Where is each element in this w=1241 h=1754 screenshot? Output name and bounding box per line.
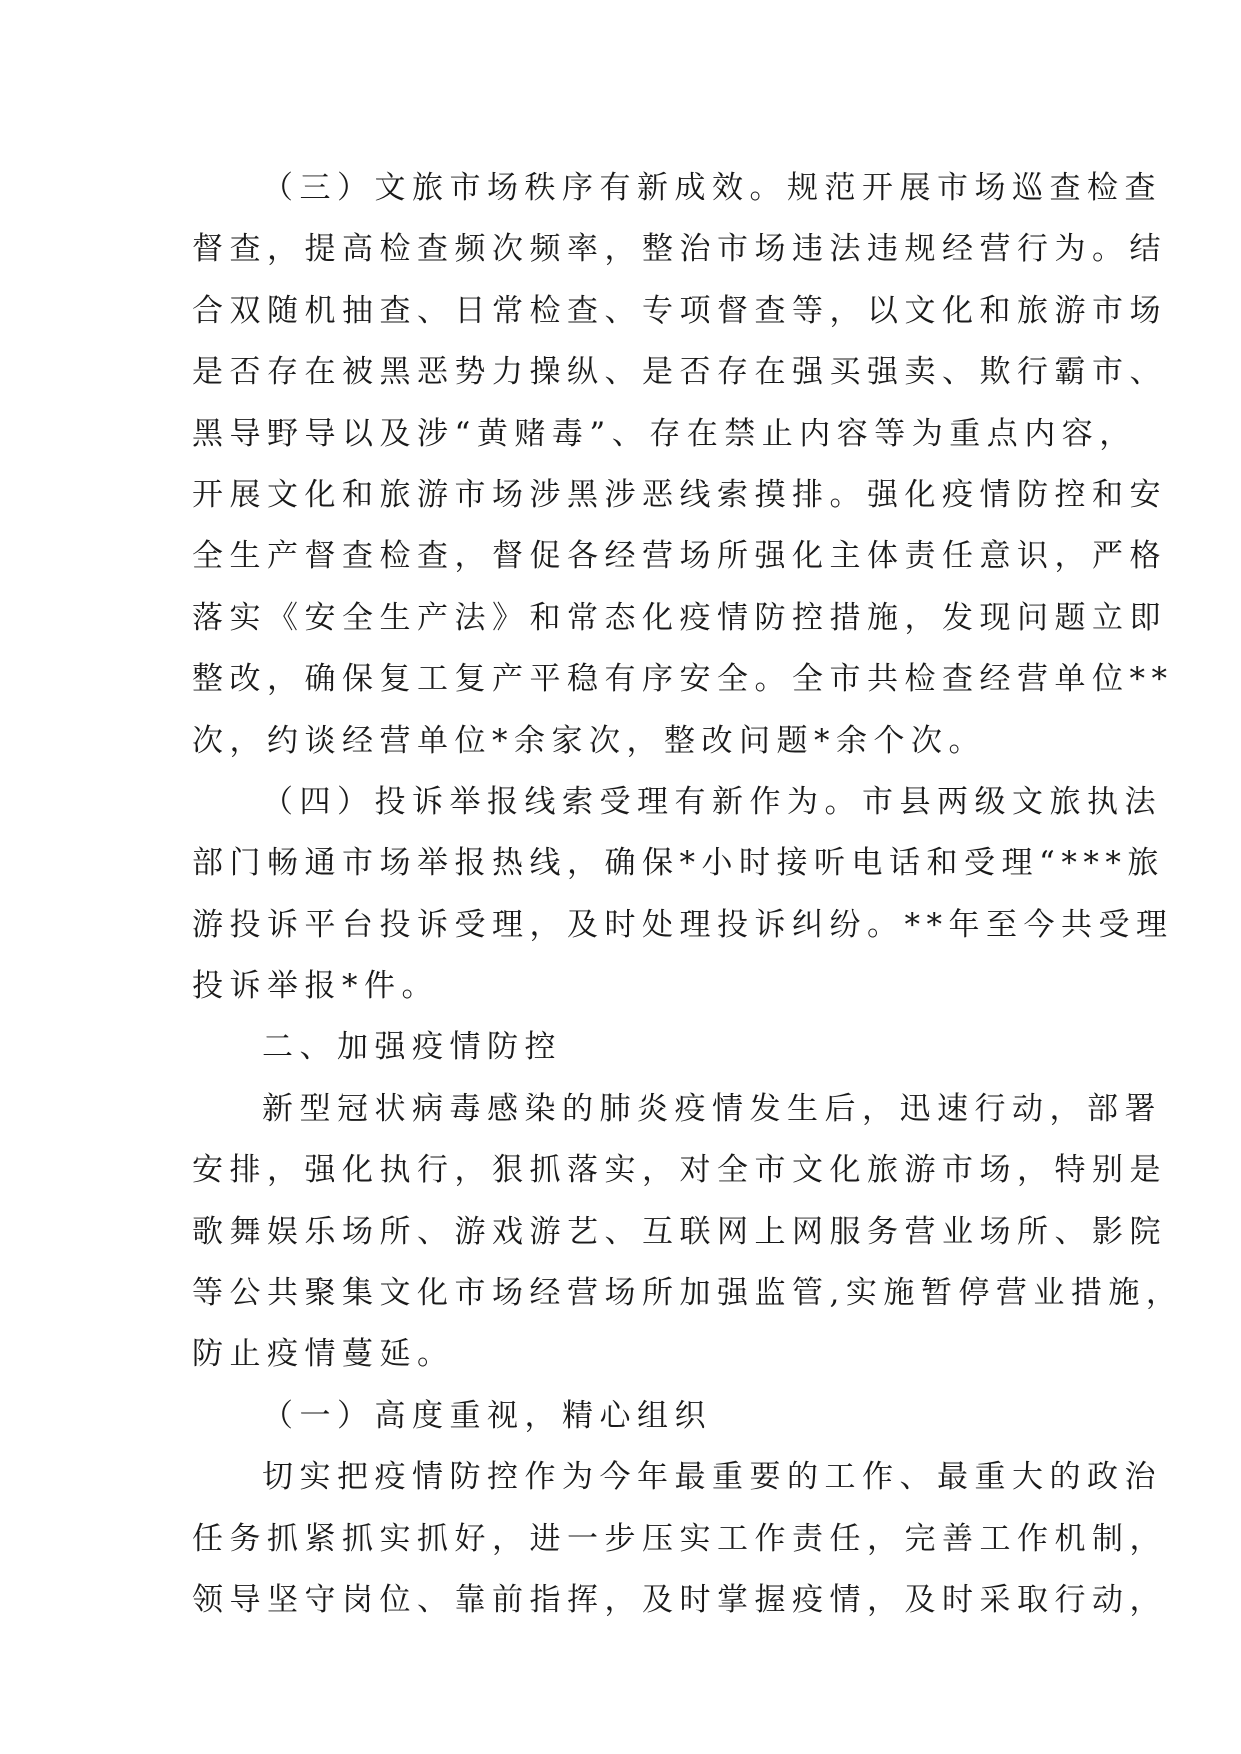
text-line: 合双随机抽查、日常检查、专项督查等，以文化和旅游市场 <box>192 292 1167 329</box>
text-line: 是否存在被黑恶势力操纵、是否存在强买强卖、欺行霸市、 <box>192 354 1167 391</box>
text-line: 切实把疫情防控作为今年最重要的工作、最重大的政治 <box>262 1459 1162 1496</box>
text-line: 防止疫情蔓延。 <box>192 1336 455 1373</box>
text-line: 全生产督查检查，督促各经营场所强化主体责任意识，严格 <box>192 538 1167 575</box>
text-line: 游投诉平台投诉受理，及时处理投诉纠纷。**年至今共受理 <box>192 906 1174 943</box>
text-line: 黑导野导以及涉“黄赌毒”、存在禁止内容等为重点内容， <box>192 415 1137 452</box>
text-line: 督查，提高检查频次频率，整治市场违法违规经营行为。结 <box>192 231 1167 268</box>
text-line: （三）文旅市场秩序有新成效。规范开展市场巡查检查 <box>262 170 1162 206</box>
text-line: 新型冠状病毒感染的肺炎疫情发生后，迅速行动，部署 <box>262 1090 1162 1127</box>
text-line: 落实《安全生产法》和常态化疫情防控措施，发现问题立即 <box>192 599 1167 636</box>
text-line: 整改，确保复工复产平稳有序安全。全市共检查经营单位** <box>192 661 1174 698</box>
text-line: 次，约谈经营单位*余家次，整改问题*余个次。 <box>192 722 986 759</box>
text-line: 任务抓紧抓实抓好，进一步压实工作责任，完善工作机制， <box>192 1520 1167 1557</box>
text-line: （四）投诉举报线索受理有新作为。市县两级文旅执法 <box>262 783 1162 820</box>
text-line: 投诉举报*件。 <box>192 968 439 1005</box>
text-line: 部门畅通市场举报热线，确保*小时接听电话和受理“***旅 <box>192 845 1165 882</box>
document-body <box>192 158 1184 1631</box>
section-heading: 二、加强疫情防控 <box>262 1029 562 1066</box>
text-line: 等公共聚集文化市场经营场所加强监管,实施暂停营业措施， <box>192 1275 1184 1312</box>
text-line: 领导坚守岗位、靠前指挥，及时掌握疫情，及时采取行动， <box>192 1581 1167 1618</box>
text-line: 歌舞娱乐场所、游戏游艺、互联网上网服务营业场所、影院 <box>192 1213 1167 1250</box>
text-line: 开展文化和旅游市场涉黑涉恶线索摸排。强化疫情防控和安 <box>192 476 1167 513</box>
text-line: 安排，强化执行，狠抓落实，对全市文化旅游市场，特别是 <box>192 1152 1167 1189</box>
subsection-heading: （一）高度重视，精心组织 <box>262 1397 712 1434</box>
